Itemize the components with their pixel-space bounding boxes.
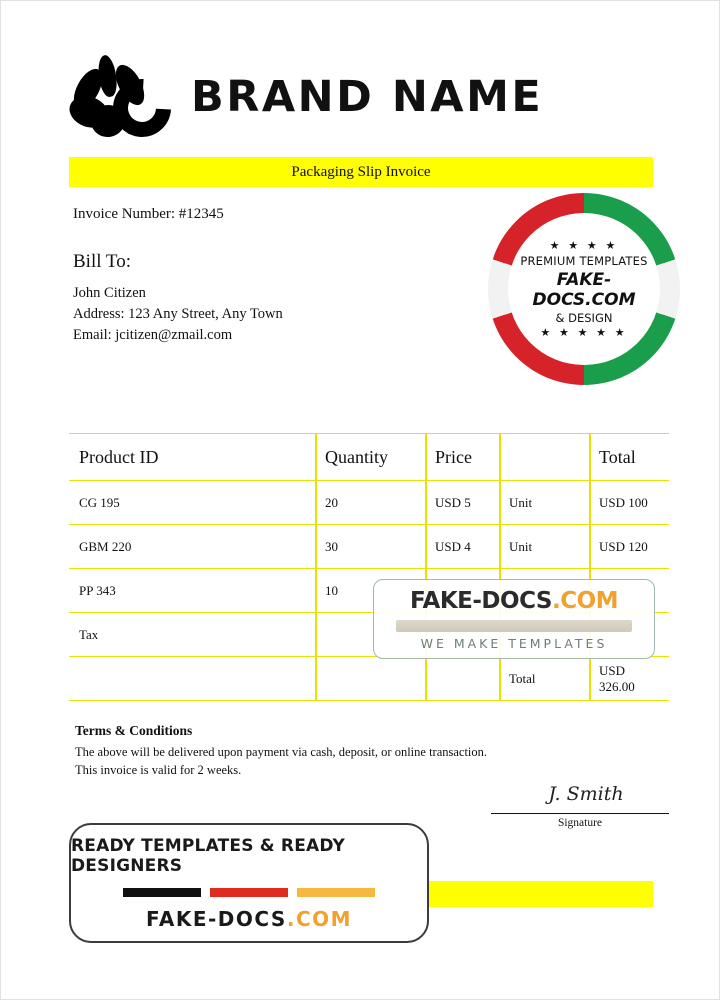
- terms-line-1: The above will be delivered upon payment via cash, deposit, or online transaction.: [75, 745, 488, 759]
- table-row: [69, 525, 669, 569]
- cell-product: GBM 220: [79, 538, 132, 554]
- column-header-unit: [499, 434, 589, 480]
- footer-site: [146, 907, 352, 931]
- watermark-title: [410, 588, 618, 614]
- watermark-divider: [396, 620, 632, 632]
- signature-name: J. Smith: [548, 783, 624, 805]
- cell-product: PP 343: [79, 582, 116, 598]
- terms-body: [75, 743, 487, 779]
- stamp-inner: [508, 213, 660, 365]
- document-title-bar: [69, 157, 653, 187]
- footer-site-suffix: .COM: [286, 906, 353, 931]
- stamp-stars-bottom: ★ ★ ★ ★ ★: [540, 326, 628, 339]
- customer-email: Email: jcitizen@zmail.com: [73, 327, 233, 343]
- footer-bar-yellow: [297, 888, 375, 897]
- stamp-line-1: PREMIUM TEMPLATES: [520, 253, 648, 268]
- invoice-number: Invoice Number: #12345: [73, 206, 224, 222]
- footer-site-main: FAKE-DOCS: [145, 906, 287, 931]
- cell-price: USD 5: [435, 494, 471, 510]
- watermark-title-main: FAKE-DOCS: [409, 587, 552, 614]
- terms-line-2: This invoice is valid for 2 weeks.: [75, 763, 242, 777]
- terms-title: Terms & Conditions: [75, 723, 193, 738]
- customer-name: John Citizen: [73, 285, 146, 301]
- premium-templates-stamp: [488, 193, 680, 385]
- footer-headline: READY TEMPLATES & READY DESIGNERS: [71, 835, 345, 876]
- signature-label: Signature: [557, 817, 603, 829]
- table-totals-row: [69, 657, 669, 701]
- table-row: [69, 481, 669, 525]
- signature-line: [491, 813, 669, 814]
- cell-unit: Unit: [509, 494, 533, 510]
- totals-value: USD 326.00: [599, 662, 635, 694]
- footer-bar-black: [123, 888, 201, 897]
- column-header-total: Total: [599, 446, 636, 467]
- column-header-price: Price: [435, 446, 472, 467]
- watermark-badge: [373, 579, 655, 659]
- cell-product: Tax: [79, 626, 99, 642]
- cell-quantity: 20: [325, 494, 338, 510]
- watermark-title-suffix: .COM: [551, 587, 619, 614]
- document-header: [69, 53, 649, 141]
- column-header-quantity: Quantity: [325, 446, 388, 467]
- stamp-stars-top: ★ ★ ★ ★: [549, 239, 619, 252]
- items-table: [69, 433, 669, 701]
- cell-quantity: 30: [325, 538, 338, 554]
- stamp-line-2: FAKE-DOCS.COM: [532, 269, 636, 310]
- cell-price: USD 4: [435, 538, 471, 554]
- cell-product: CG 195: [79, 494, 120, 510]
- footer-badge: [69, 823, 429, 943]
- watermark-subtitle: WE MAKE TEMPLATES: [420, 635, 608, 651]
- leaf-logo-icon: [69, 53, 177, 141]
- cell-unit: Unit: [509, 538, 533, 554]
- totals-label: Total: [509, 670, 536, 686]
- footer-color-bars: [123, 888, 375, 897]
- cell-total: USD 120: [599, 538, 648, 554]
- cell-quantity: 10: [325, 582, 338, 598]
- customer-address: Address: 123 Any Street, Any Town: [73, 306, 283, 322]
- stamp-line-3: & DESIGN: [555, 310, 613, 325]
- document-title: Packaging Slip Invoice: [291, 164, 431, 180]
- column-header-product: Product ID: [79, 446, 159, 467]
- footer-bar-red: [210, 888, 288, 897]
- cell-total: USD 100: [599, 494, 648, 510]
- table-header-row: [69, 433, 669, 481]
- bill-to-label: Bill To:: [73, 251, 131, 272]
- bill-to-block: [73, 283, 283, 346]
- brand-name: BRAND NAME: [191, 72, 544, 122]
